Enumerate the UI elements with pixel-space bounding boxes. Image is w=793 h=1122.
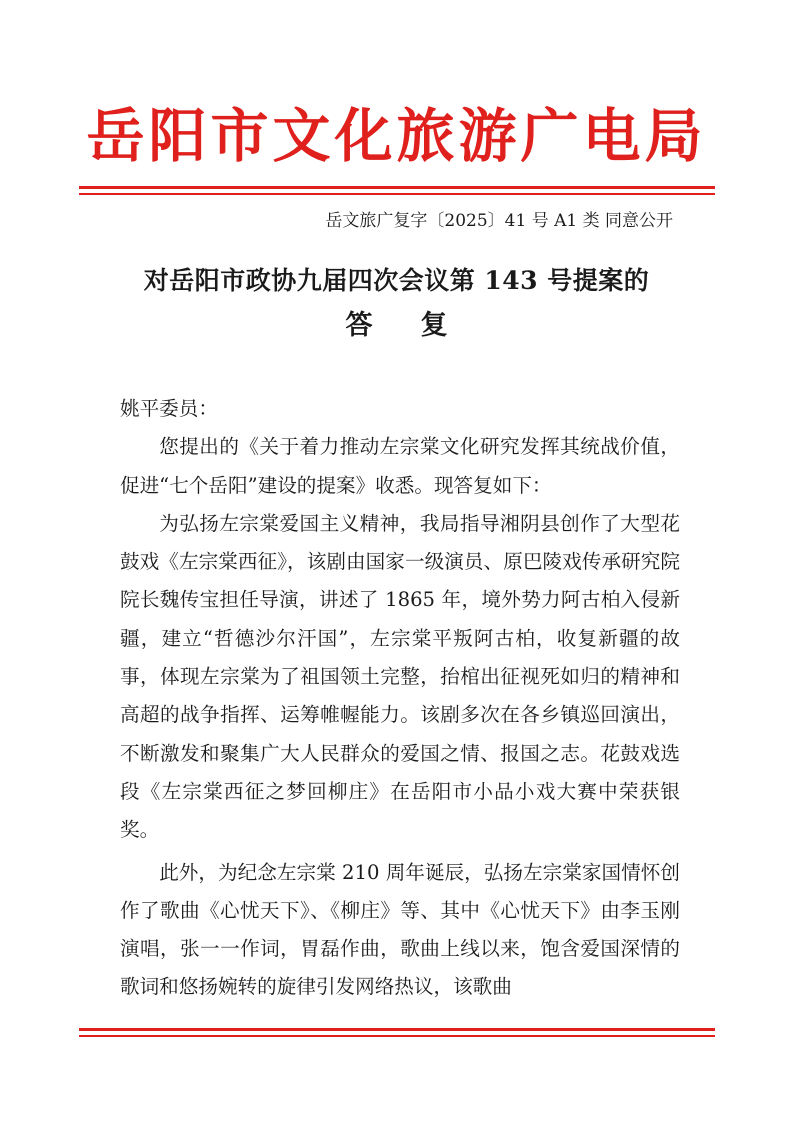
document-title-line-2: 答复	[345, 310, 496, 341]
letterhead-title: 岳阳市文化旅游广电局	[86, 102, 707, 170]
document-number: 岳文旅广复字〔2025〕41 号 A1 类 同意公开	[325, 211, 673, 231]
document-title-line-1: 对岳阳市政协九届四次会议第 143 号提案的	[143, 266, 650, 295]
letterhead-rule-top-thick	[79, 186, 715, 189]
body-paragraph-2: 为弘扬左宗棠爱国主义精神，我局指导湘阴县创作了大型花鼓戏《左宗棠西征》，该剧由国家一级演员、原巴陵戏传承研究院院长魏传宝担任导演，讲述了 1865 年，境外势力阿古柏入侵新疆，建立“哲德沙尔汗国”，左宗棠平叛阿古柏，收复新疆的故事，体现左宗棠为了祖国领土完整，抬棺出征视死如归的精神和高超的战争指挥、运筹帷幄能力。该剧多次在各乡镇巡回演出，不断激发和聚集广大人民群众的爱国之情、报国之志。花鼓戏选段《左宗棠西征之梦回柳庄》在岳阳市小品小戏大赛中荣获银奖。	[120, 511, 680, 842]
footer-rule-thin	[79, 1035, 715, 1037]
footer-rule-thick	[79, 1028, 715, 1031]
body-paragraph-1: 您提出的《关于着力推动左宗棠文化研究发挥其统战价值，促进“七个岳阳”建设的提案》收悉。现答复如下：	[120, 435, 680, 497]
letterhead-rule-top-thin	[79, 193, 715, 195]
salutation: 姚平委员：	[120, 397, 218, 420]
document-body	[120, 390, 680, 1007]
body-paragraph-3: 此外，为纪念左宗棠 210 周年诞辰，弘扬左宗棠家国情怀创作了歌曲《心忧天下》、《柳庄》等、其中《心忧天下》由李玉刚演唱，张一一作词，胃磊作曲，歌曲上线以来，饱含爱国深情的歌词和悠扬婉转的旋律引发网络热议，该歌曲	[120, 860, 680, 999]
